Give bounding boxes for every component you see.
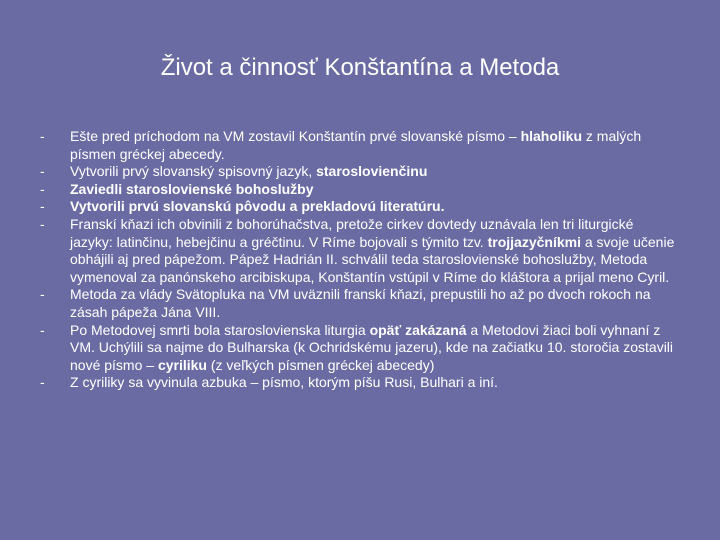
bold-text-segment: opäť zakázaná xyxy=(369,321,467,338)
bold-text-segment: trojjazyčníkmi xyxy=(487,233,581,250)
text-segment: (z veľkých písmen gréckej abecedy) xyxy=(206,356,435,373)
text-segment: a Metodovi žiaci boli vyhnaní z VM. Uchýlili sa najme do Bulharska (k Ochridskému jazeru), kde na začiatku 10. storočia zostavili nové písmo – xyxy=(70,321,674,373)
text-segment: Franskí kňazi ich obvinili z bohorúhačstva, pretože cirkev dovtedy uznávala len tri liturgické jazyky: latinčinu, hebejčinu a gréčtinu. V Ríme bojovali s týmito tzv. xyxy=(70,215,634,250)
text-segment: Po Metodovej smrti bola staroslovienska liturgia xyxy=(70,321,370,338)
text-segment: Vytvorili prvý slovanský spisovný jazyk, xyxy=(70,163,317,180)
bold-text-segment: Zaviedli staroslovienské bohoslužby xyxy=(70,180,314,197)
text-segment: Z cyriliky sa vyvinula azbuka – písmo, ktorým píšu Rusi, Bulhari a iní. xyxy=(70,374,498,391)
bullet-item xyxy=(40,198,680,216)
bullet-item xyxy=(40,163,680,181)
text-segment: Metoda za vlády Svätopluka na VM uväznili franskí kňazi, prepustili ho až po dvoch rokoch na zásah pápeža Jána VIII. xyxy=(70,286,651,320)
bullet-text xyxy=(70,286,680,321)
bold-text-segment: hlaholiku xyxy=(520,128,583,144)
bullet-item xyxy=(40,181,680,199)
bold-text-segment: cyriliku xyxy=(157,356,207,373)
bullet-marker: - xyxy=(40,180,45,197)
bullet-item xyxy=(40,216,680,286)
bold-text-segment: staroslovienčinu xyxy=(316,163,428,180)
bullet-item xyxy=(40,286,680,321)
bullet-text xyxy=(70,216,680,286)
text-segment: a svoje učenie obhájili aj pred pápežom. Pápež Hadrián II. schválil teda staroslovienské bohoslužby, Metoda vymenoval za panónskeho arcibiskupa, Konštantín vstúpil v Ríme do kláštora a prijal meno Cyril. xyxy=(70,233,675,285)
text-segment: z malých písmen gréckej abecedy. xyxy=(70,128,642,162)
bullet-list xyxy=(40,128,680,392)
bullet-marker: - xyxy=(40,215,45,232)
bullet-text xyxy=(70,374,680,392)
bullet-text xyxy=(70,163,680,181)
bullet-item xyxy=(40,128,680,163)
bullet-item xyxy=(40,374,680,392)
bullet-marker: - xyxy=(40,163,45,180)
bullet-text xyxy=(70,128,680,163)
bullet-text xyxy=(70,322,680,375)
bullet-marker: - xyxy=(40,198,45,215)
bullet-text xyxy=(70,181,680,199)
bullet-marker: - xyxy=(40,286,45,303)
bullet-text xyxy=(70,198,680,216)
bold-text-segment: Vytvorili prvú slovanskú pôvodu a prekladovú literatúru. xyxy=(70,198,445,215)
slide-title: Život a činnosť Konštantína a Metoda xyxy=(160,54,560,81)
bullet-marker: - xyxy=(40,374,45,391)
text-segment: Ešte pred príchodom na VM zostavil Konštantín prvé slovanské písmo – xyxy=(70,128,521,144)
bullet-marker: - xyxy=(40,128,45,144)
bullet-marker: - xyxy=(40,321,45,338)
bullet-item xyxy=(40,322,680,375)
